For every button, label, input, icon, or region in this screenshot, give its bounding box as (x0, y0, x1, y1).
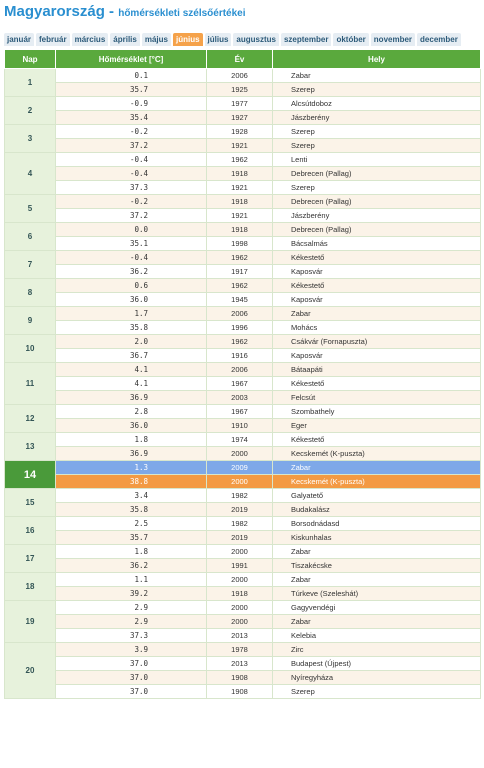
place-cell: Galyatető (273, 489, 481, 503)
place-cell: Kékestető (273, 377, 481, 391)
header-year: Év (207, 50, 273, 69)
temperature-cell: -0.4 (56, 251, 207, 265)
temperature-cell: 35.4 (56, 111, 207, 125)
temperature-cell: 2.0 (56, 335, 207, 349)
tab-month[interactable]: augusztus (233, 33, 279, 46)
place-cell: Kecskemét (K-puszta) (273, 475, 481, 489)
temperature-cell: 36.7 (56, 349, 207, 363)
table-row (5, 419, 481, 433)
place-cell: Zabar (273, 615, 481, 629)
table-row (5, 531, 481, 545)
table-row (5, 559, 481, 573)
year-cell: 2000 (207, 475, 273, 489)
tab-month[interactable]: október (333, 33, 368, 46)
table-row (5, 279, 481, 293)
temperature-cell: 36.9 (56, 447, 207, 461)
temperature-cell: 35.8 (56, 321, 207, 335)
temperature-cell: -0.4 (56, 167, 207, 181)
temperature-cell: -0.2 (56, 195, 207, 209)
place-cell: Zabar (273, 69, 481, 83)
tab-month[interactable]: december (417, 33, 461, 46)
year-cell: 2000 (207, 573, 273, 587)
place-cell: Kékestető (273, 433, 481, 447)
temperature-cell: 4.1 (56, 377, 207, 391)
place-cell: Szerep (273, 181, 481, 195)
place-cell: Kaposvár (273, 293, 481, 307)
table-row (5, 181, 481, 195)
table-header-row (5, 50, 481, 69)
place-cell: Zirc (273, 643, 481, 657)
temperature-cell: 0.6 (56, 279, 207, 293)
year-cell: 1982 (207, 489, 273, 503)
day-cell: 12 (5, 405, 56, 433)
temperature-cell: 1.7 (56, 307, 207, 321)
table-row (5, 349, 481, 363)
table-row (5, 447, 481, 461)
day-cell: 1 (5, 69, 56, 97)
place-cell: Kaposvár (273, 265, 481, 279)
temperature-cell: 35.7 (56, 83, 207, 97)
place-cell: Zabar (273, 573, 481, 587)
day-cell: 16 (5, 517, 56, 545)
day-cell: 4 (5, 153, 56, 195)
year-cell: 1967 (207, 377, 273, 391)
year-cell: 1996 (207, 321, 273, 335)
day-cell: 15 (5, 489, 56, 517)
place-cell: Kékestető (273, 279, 481, 293)
year-cell: 1962 (207, 153, 273, 167)
temperature-cell: 2.8 (56, 405, 207, 419)
tab-month[interactable]: január (4, 33, 34, 46)
year-cell: 1998 (207, 237, 273, 251)
year-cell: 1927 (207, 111, 273, 125)
year-cell: 1991 (207, 559, 273, 573)
place-cell: Mohács (273, 321, 481, 335)
table-row (5, 405, 481, 419)
table-row (5, 209, 481, 223)
temperature-cell: -0.4 (56, 153, 207, 167)
table-row (5, 363, 481, 377)
year-cell: 1962 (207, 279, 273, 293)
year-cell: 2009 (207, 461, 273, 475)
year-cell: 1916 (207, 349, 273, 363)
table-row (5, 671, 481, 685)
table-row (5, 503, 481, 517)
tab-month[interactable]: szeptember (281, 33, 331, 46)
tab-month[interactable]: február (36, 33, 70, 46)
place-cell: Szombathely (273, 405, 481, 419)
table-row (5, 685, 481, 699)
temperature-cell: 2.9 (56, 601, 207, 615)
day-cell: 11 (5, 363, 56, 405)
year-cell: 2019 (207, 531, 273, 545)
place-cell: Debrecen (Pallag) (273, 195, 481, 209)
year-cell: 2006 (207, 307, 273, 321)
year-cell: 2013 (207, 657, 273, 671)
header-nap: Nap (5, 50, 56, 69)
day-cell: 13 (5, 433, 56, 461)
tab-month[interactable]: június (173, 33, 203, 46)
temperature-cell: 4.1 (56, 363, 207, 377)
place-cell: Budapest (Újpest) (273, 657, 481, 671)
temperature-cell: 0.0 (56, 223, 207, 237)
day-cell: 9 (5, 307, 56, 335)
header-temperature: Hőmérséklet [°C] (56, 50, 207, 69)
place-cell: Borsodnádasd (273, 517, 481, 531)
year-cell: 1974 (207, 433, 273, 447)
place-cell: Szerep (273, 139, 481, 153)
table-row (5, 573, 481, 587)
temperature-cell: 1.8 (56, 545, 207, 559)
day-cell: 3 (5, 125, 56, 153)
temperature-cell: 1.1 (56, 573, 207, 587)
table-row (5, 587, 481, 601)
year-cell: 1967 (207, 405, 273, 419)
temperature-cell: 37.3 (56, 181, 207, 195)
temperature-cell: 36.9 (56, 391, 207, 405)
table-row (5, 601, 481, 615)
tab-month[interactable]: július (205, 33, 232, 46)
year-cell: 2006 (207, 363, 273, 377)
year-cell: 1908 (207, 685, 273, 699)
table-row (5, 377, 481, 391)
year-cell: 2019 (207, 503, 273, 517)
place-cell: Túrkeve (Szeleshát) (273, 587, 481, 601)
table-row (5, 83, 481, 97)
temperature-cell: 36.0 (56, 293, 207, 307)
day-cell: 8 (5, 279, 56, 307)
table-row (5, 321, 481, 335)
year-cell: 1910 (207, 419, 273, 433)
table-row (5, 545, 481, 559)
tab-month[interactable]: március (72, 33, 109, 46)
year-cell: 2006 (207, 69, 273, 83)
year-cell: 1918 (207, 587, 273, 601)
day-cell: 18 (5, 573, 56, 601)
temperature-cell: -0.9 (56, 97, 207, 111)
year-cell: 2000 (207, 545, 273, 559)
table-row (5, 111, 481, 125)
temperature-cell: -0.2 (56, 125, 207, 139)
table-row (5, 167, 481, 181)
year-cell: 1982 (207, 517, 273, 531)
day-cell: 19 (5, 601, 56, 643)
place-cell: Felcsút (273, 391, 481, 405)
temperature-cell: 37.0 (56, 657, 207, 671)
place-cell: Kékestető (273, 251, 481, 265)
place-cell: Zabar (273, 461, 481, 475)
day-cell: 20 (5, 643, 56, 699)
year-cell: 2000 (207, 447, 273, 461)
year-cell: 2000 (207, 615, 273, 629)
table-row (5, 615, 481, 629)
temperature-cell: 2.5 (56, 517, 207, 531)
year-cell: 1945 (207, 293, 273, 307)
table-row (5, 223, 481, 237)
year-cell: 1921 (207, 139, 273, 153)
place-cell: Kaposvár (273, 349, 481, 363)
table-row (5, 69, 481, 83)
place-cell: Bátaapáti (273, 363, 481, 377)
table-row (5, 657, 481, 671)
place-cell: Gagyvendégi (273, 601, 481, 615)
place-cell: Debrecen (Pallag) (273, 167, 481, 181)
title-subtitle: hőmérsékleti szélsőértékei (118, 8, 246, 19)
day-cell: 2 (5, 97, 56, 125)
year-cell: 2013 (207, 629, 273, 643)
year-cell: 1978 (207, 643, 273, 657)
table-row (5, 125, 481, 139)
table-row (5, 97, 481, 111)
title-separator: - (104, 3, 119, 20)
place-cell: Lenti (273, 153, 481, 167)
place-cell: Kelebia (273, 629, 481, 643)
page-title (4, 3, 246, 21)
place-cell: Eger (273, 419, 481, 433)
temperature-cell: 37.2 (56, 139, 207, 153)
temperature-cell: 38.8 (56, 475, 207, 489)
day-cell: 5 (5, 195, 56, 223)
table-row (5, 461, 481, 475)
tab-month[interactable]: április (110, 33, 140, 46)
year-cell: 1928 (207, 125, 273, 139)
table-row (5, 153, 481, 167)
place-cell: Alcsútdoboz (273, 97, 481, 111)
table-row (5, 195, 481, 209)
table-row (5, 489, 481, 503)
day-cell: 14 (5, 461, 56, 489)
place-cell: Zabar (273, 545, 481, 559)
place-cell: Szerep (273, 685, 481, 699)
year-cell: 1921 (207, 181, 273, 195)
place-cell: Tiszakécske (273, 559, 481, 573)
temperature-cell: 1.8 (56, 433, 207, 447)
table-row (5, 237, 481, 251)
place-cell: Bácsalmás (273, 237, 481, 251)
place-cell: Budakalász (273, 503, 481, 517)
year-cell: 1918 (207, 223, 273, 237)
year-cell: 1962 (207, 335, 273, 349)
temperature-cell: 3.9 (56, 643, 207, 657)
place-cell: Szerep (273, 125, 481, 139)
temperature-cell: 37.0 (56, 685, 207, 699)
table-row (5, 517, 481, 531)
day-cell: 17 (5, 545, 56, 573)
table-row (5, 265, 481, 279)
temperature-cell: 36.2 (56, 559, 207, 573)
table-row (5, 629, 481, 643)
place-cell: Kecskemét (K-puszta) (273, 447, 481, 461)
place-cell: Debrecen (Pallag) (273, 223, 481, 237)
temperature-cell: 37.0 (56, 671, 207, 685)
table-row (5, 293, 481, 307)
place-cell: Nyíregyháza (273, 671, 481, 685)
table-row (5, 251, 481, 265)
header-place: Hely (273, 50, 481, 69)
temperature-cell: 37.3 (56, 629, 207, 643)
day-cell: 10 (5, 335, 56, 363)
table-row (5, 433, 481, 447)
year-cell: 1908 (207, 671, 273, 685)
tab-month[interactable]: november (371, 33, 415, 46)
place-cell: Zabar (273, 307, 481, 321)
table-row (5, 391, 481, 405)
temperature-cell: 3.4 (56, 489, 207, 503)
temperature-cell: 37.2 (56, 209, 207, 223)
temperature-cell: 0.1 (56, 69, 207, 83)
month-tabs (4, 33, 461, 46)
temperature-cell: 1.3 (56, 461, 207, 475)
place-cell: Kiskunhalas (273, 531, 481, 545)
table-row (5, 475, 481, 489)
temperature-cell: 36.2 (56, 265, 207, 279)
place-cell: Csákvár (Fornapuszta) (273, 335, 481, 349)
place-cell: Szerep (273, 83, 481, 97)
temperature-cell: 2.9 (56, 615, 207, 629)
temperature-extremes-table (4, 49, 481, 699)
temperature-cell: 39.2 (56, 587, 207, 601)
title-country: Magyarország (4, 3, 105, 20)
year-cell: 1918 (207, 167, 273, 181)
place-cell: Jászberény (273, 209, 481, 223)
place-cell: Jászberény (273, 111, 481, 125)
day-cell: 7 (5, 251, 56, 279)
year-cell: 2003 (207, 391, 273, 405)
table-row (5, 643, 481, 657)
table-row (5, 335, 481, 349)
table-row (5, 307, 481, 321)
year-cell: 2000 (207, 601, 273, 615)
day-cell: 6 (5, 223, 56, 251)
temperature-cell: 35.7 (56, 531, 207, 545)
year-cell: 1921 (207, 209, 273, 223)
temperature-cell: 36.0 (56, 419, 207, 433)
year-cell: 1925 (207, 83, 273, 97)
year-cell: 1917 (207, 265, 273, 279)
year-cell: 1918 (207, 195, 273, 209)
year-cell: 1977 (207, 97, 273, 111)
temperature-cell: 35.8 (56, 503, 207, 517)
tab-month[interactable]: május (142, 33, 171, 46)
temperature-cell: 35.1 (56, 237, 207, 251)
year-cell: 1962 (207, 251, 273, 265)
table-row (5, 139, 481, 153)
